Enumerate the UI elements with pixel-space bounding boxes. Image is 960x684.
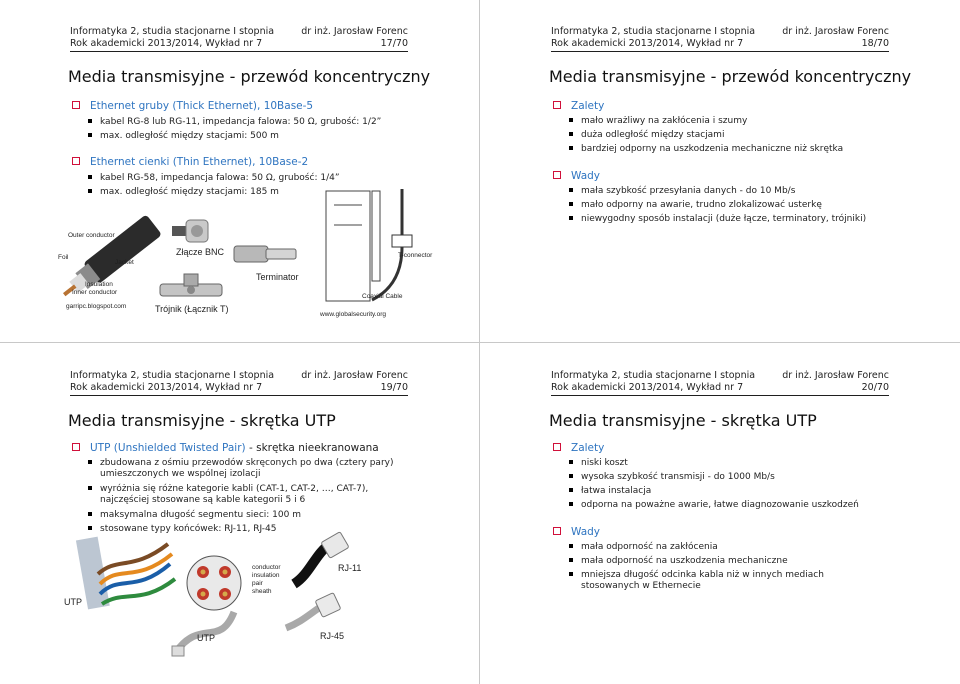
bnc-connector-image bbox=[170, 210, 212, 250]
author-text: dr inż. Jarosław Forenc bbox=[782, 26, 889, 37]
slide-title: Media transmisyjne - skrętka UTP bbox=[549, 411, 817, 430]
sub-bullet: łatwa instalacja bbox=[569, 486, 651, 497]
slide-title: Media transmisyjne - przewód koncentryczny bbox=[549, 67, 912, 86]
header-rule bbox=[70, 395, 408, 396]
terminator-label: Terminator bbox=[256, 272, 299, 282]
utp-cable-image bbox=[80, 534, 180, 614]
network-card-image bbox=[312, 185, 432, 310]
bullet-disadvantages: Wady bbox=[553, 170, 600, 182]
sub-bullet: mała odporność na uszkodzenia mechaniczne bbox=[569, 556, 788, 567]
tee-connector-image bbox=[158, 274, 226, 304]
bullet-box-icon bbox=[553, 527, 561, 535]
square-bullet-icon bbox=[88, 133, 92, 137]
rj11-label: RJ-11 bbox=[338, 563, 362, 573]
sub-bullet: niski koszt bbox=[569, 458, 628, 469]
square-bullet-icon bbox=[569, 146, 573, 150]
source-garripc: garripc.blogspot.com bbox=[66, 303, 127, 310]
jacket-label: Jacket bbox=[115, 259, 134, 266]
sub-bullet-continuation: stosowanych w Ethernecie bbox=[581, 581, 701, 591]
year-text: Rok akademicki 2013/2014, Wykład nr 7 bbox=[70, 38, 263, 49]
bullet-box-icon bbox=[553, 171, 561, 179]
author-text: dr inż. Jarosław Forenc bbox=[301, 370, 408, 381]
square-bullet-icon bbox=[569, 572, 573, 576]
square-bullet-icon bbox=[569, 488, 573, 492]
utp-label-left: UTP bbox=[64, 597, 82, 607]
sub-bullet: max. odległość między stacjami: 500 m bbox=[88, 131, 279, 142]
bullet-box-icon bbox=[72, 443, 80, 451]
coaxial-cable-label: Coaxial Cable bbox=[362, 293, 403, 300]
bullet-box-icon bbox=[72, 101, 80, 109]
slide-20 bbox=[481, 344, 959, 684]
sub-bullet: wyróżnia się różne kategorie kabli (CAT-1, CAT-2, …, CAT-7), bbox=[88, 484, 368, 495]
header-rule bbox=[70, 51, 408, 52]
square-bullet-icon bbox=[569, 118, 573, 122]
slide-header-right bbox=[782, 26, 889, 50]
year-text: Rok akademicki 2013/2014, Wykład nr 7 bbox=[551, 38, 744, 49]
sub-bullet: zbudowana z ośmiu przewodów skręconych po dwa (cztery pary) bbox=[88, 458, 393, 469]
square-bullet-icon bbox=[88, 526, 92, 530]
bullet-advantages: Zalety bbox=[553, 442, 604, 454]
square-bullet-icon bbox=[88, 189, 92, 193]
square-bullet-icon bbox=[88, 175, 92, 179]
sheath-label: sheath bbox=[252, 588, 272, 595]
slide-header-right bbox=[301, 370, 408, 394]
bullet-advantages: Zalety bbox=[553, 100, 604, 112]
slide-header-left bbox=[551, 370, 755, 394]
sub-bullet: bardziej odporny na uszkodzenia mechaniczne niż skrętka bbox=[569, 144, 843, 155]
square-bullet-icon bbox=[569, 216, 573, 220]
square-bullet-icon bbox=[569, 544, 573, 548]
square-bullet-icon bbox=[569, 558, 573, 562]
header-rule bbox=[551, 395, 889, 396]
utp-label-bottom: UTP bbox=[197, 633, 215, 643]
bullet-thin-ethernet: Ethernet cienki (Thin Ethernet), 10Base-2 bbox=[72, 156, 308, 168]
page-number: 17/70 bbox=[380, 38, 408, 49]
slide-title: Media transmisyjne - skrętka UTP bbox=[68, 411, 336, 430]
sub-bullet-continuation: najczęściej stosowane są kable kategorii 5 i 6 bbox=[100, 495, 306, 505]
insulation-label: insulation bbox=[252, 572, 280, 579]
square-bullet-icon bbox=[569, 502, 573, 506]
bullet-thick-ethernet: Ethernet gruby (Thick Ethernet), 10Base-5 bbox=[72, 100, 313, 112]
sub-bullet: max. odległość między stacjami: 185 m bbox=[88, 187, 279, 198]
slide-header-right bbox=[782, 370, 889, 394]
sub-bullet: kabel RG-58, impedancja falowa: 50 Ω, grubość: 1/4” bbox=[88, 173, 340, 184]
sub-bullet: duża odległość między stacjami bbox=[569, 130, 724, 141]
bullet-disadvantages: Wady bbox=[553, 526, 600, 538]
page-number: 19/70 bbox=[380, 382, 408, 393]
sub-bullet: maksymalna długość segmentu sieci: 100 m bbox=[88, 510, 301, 521]
course-text: Informatyka 2, studia stacjonarne I stopnia bbox=[551, 26, 756, 37]
page-number: 18/70 bbox=[861, 38, 889, 49]
square-bullet-icon bbox=[88, 460, 92, 464]
foil-label: Foil bbox=[58, 254, 69, 261]
author-text: dr inż. Jarosław Forenc bbox=[301, 26, 408, 37]
slide-header-left bbox=[70, 370, 274, 394]
slide-header-left bbox=[551, 26, 755, 50]
header-rule bbox=[551, 51, 889, 52]
sub-bullet: mniejsza długość odcinka kabla niż w innych mediach bbox=[569, 570, 824, 581]
sub-bullet: mało wrażliwy na zakłócenia i szumy bbox=[569, 116, 747, 127]
rj45-label: RJ-45 bbox=[320, 631, 345, 641]
sub-bullet: mało odporny na awarie, trudno zlokalizować usterkę bbox=[569, 200, 822, 211]
slide-header-right bbox=[301, 26, 408, 50]
bullet-box-icon bbox=[553, 443, 561, 451]
sub-bullet: odporna na poważne awarie, łatwe diagnozowanie uszkodzeń bbox=[569, 500, 859, 511]
utp-cross-section-image bbox=[185, 554, 243, 612]
pair-label: pair bbox=[252, 580, 263, 587]
slide-17 bbox=[0, 0, 478, 340]
inner-conductor-label: Inner conductor bbox=[72, 289, 118, 296]
conductor-label: conductor bbox=[252, 564, 281, 571]
outer-conductor-label: Outer conductor bbox=[68, 232, 115, 239]
rj45-plug-image bbox=[282, 592, 342, 632]
insulation-label: Insulation bbox=[85, 281, 113, 288]
course-text: Informatyka 2, studia stacjonarne I stopnia bbox=[551, 370, 756, 381]
sub-bullet: niewygodny sposób instalacji (duże łącze, terminatory, trójniki) bbox=[569, 214, 866, 225]
square-bullet-icon bbox=[569, 188, 573, 192]
bullet-box-icon bbox=[553, 101, 561, 109]
year-text: Rok akademicki 2013/2014, Wykład nr 7 bbox=[551, 382, 744, 393]
course-text: Informatyka 2, studia stacjonarne I stopnia bbox=[70, 370, 275, 381]
square-bullet-icon bbox=[88, 486, 92, 490]
square-bullet-icon bbox=[88, 512, 92, 516]
square-bullet-icon bbox=[569, 460, 573, 464]
author-text: dr inż. Jarosław Forenc bbox=[782, 370, 889, 381]
square-bullet-icon bbox=[569, 474, 573, 478]
slide-header-left bbox=[70, 26, 274, 50]
horizontal-divider bbox=[0, 342, 960, 343]
bnc-label: Złącze BNC bbox=[176, 247, 225, 257]
slide-19 bbox=[0, 344, 478, 684]
square-bullet-icon bbox=[569, 132, 573, 136]
sub-bullet: mała odporność na zakłócenia bbox=[569, 542, 718, 553]
course-text: Informatyka 2, studia stacjonarne I stopnia bbox=[70, 26, 275, 37]
sub-bullet: stosowane typy końcówek: RJ-11, RJ-45 bbox=[88, 524, 277, 535]
source-globalsecurity: www.globalsecurity.org bbox=[320, 311, 386, 318]
tee-label: Trójnik (Łącznik T) bbox=[155, 304, 229, 314]
sub-bullet: mała szybkość przesyłania danych - do 10 Mb/s bbox=[569, 186, 795, 197]
sub-bullet: kabel RG-8 lub RG-11, impedancja falowa: 50 Ω, grubość: 1/2” bbox=[88, 117, 381, 128]
sub-bullet: wysoka szybkość transmisji - do 1000 Mb/s bbox=[569, 472, 775, 483]
bullet-box-icon bbox=[72, 157, 80, 165]
year-text: Rok akademicki 2013/2014, Wykład nr 7 bbox=[70, 382, 263, 393]
t-connector-label: T-connector bbox=[398, 252, 433, 259]
slide-title: Media transmisyjne - przewód koncentryczny bbox=[68, 67, 431, 86]
slide-18 bbox=[481, 0, 959, 340]
square-bullet-icon bbox=[88, 119, 92, 123]
terminator-image bbox=[232, 240, 302, 268]
bullet-utp: UTP (Unshielded Twisted Pair) - skrętka nieekranowana bbox=[72, 442, 379, 454]
square-bullet-icon bbox=[569, 202, 573, 206]
sub-bullet-continuation: umieszczonych we wspólnej izolacji bbox=[100, 469, 261, 479]
page-number: 20/70 bbox=[861, 382, 889, 393]
